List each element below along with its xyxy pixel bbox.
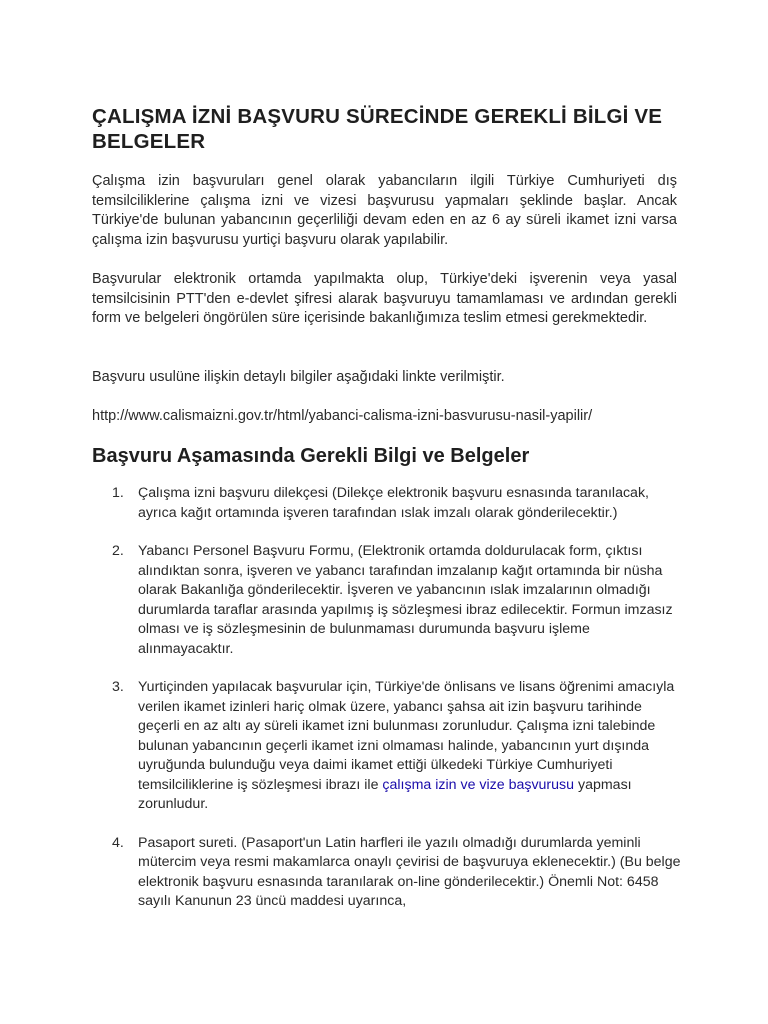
process-paragraph: Başvurular elektronik ortamda yapılmakta olup, Türkiye'deki işverenin veya yasal temsilcisinin PTT'den e-devlet şifresi alarak başvuruyu tamamlaması ve ardından gerekli form ve belgeleri öngörülen süre içerisinde bakanlığımıza teslim etmesi gerekmektedir. — [92, 271, 677, 327]
list-item-number: 1. — [112, 485, 124, 501]
list-item — [92, 678, 682, 815]
list-item-number: 3. — [112, 679, 124, 695]
requirements-list — [92, 484, 682, 931]
list-item-text: Pasaport sureti. (Pasaport'un Latin harfleri ile yazılı olmadığı durumlarda yeminli mütercim veya resmi makamlarca onaylı çevirisi de başvuruya eklenecektir.) (Bu belge elektronik başvuru esnasında taranılarak on-line gönderilecektir.) Önemli Not: 6458 sayılı Kanunun 23 üncü maddesi uyarınca, — [138, 834, 681, 909]
link-intro-paragraph: Başvuru usulüne ilişkin detaylı bilgiler aşağıdaki linkte verilmiştir. — [92, 369, 505, 385]
page-title: ÇALIŞMA İZNİ BAŞVURU SÜRECİNDE GEREKLİ BİLGİ VE BELGELER — [92, 105, 663, 153]
list-item-text: Yabancı Personel Başvuru Formu, (Elektronik ortamda doldurulacak form, çıktısı alındıktan sonra, işveren ve yabancı tarafından imzalanıp kağıt ortamında bir nüsha olarak Bakanlığa gönderilecektir. İşveren ve yabancının ıslak imzalarının olmadığı durumlarda taraflar arasında yapılmış iş sözleşmesi ibraz edilecektir. Formun imzasız olması ve iş sözleşmesinin de bulunmaması durumunda başvuru işleme alınmayacaktır. — [138, 543, 673, 657]
list-item-text: Çalışma izni başvuru dilekçesi (Dilekçe elektronik başvuru esnasında taranılacak, ayrıca kağıt ortamında işveren tarafından ıslak imzalı olarak gönderilecektir.) — [138, 485, 649, 521]
section-heading: Başvuru Aşamasında Gerekli Bilgi ve Belgeler — [92, 445, 530, 467]
work-permit-visa-link[interactable]: çalışma izin ve vize başvurusu — [382, 776, 575, 793]
list-item — [92, 542, 682, 659]
list-item — [92, 834, 682, 912]
list-item-number: 2. — [112, 543, 124, 559]
intro-paragraph: Çalışma izin başvuruları genel olarak yabancıların ilgili Türkiye Cumhuriyeti dış temsilciliklerine çalışma izni ve vizesi başvurusu yapmaları şeklinde başlar. Ancak Türkiye'de bulunan yabancının geçerliliği devam eden en az 6 ay süreli ikamet izni varsa çalışma izin başvurusu yurtiçi başvuru olarak yapılabilir. — [92, 173, 677, 249]
list-item-text: Yurtiçinden yapılacak başvurular için, Türkiye'de önlisans ve lisans öğrenimi amacıyla verilen ikamet izinleri hariç olmak üzere, yabancı şahsa ait izin başvuru tarihinde geçerli en az altı ay süreli ikamet izni bulunması zorunludur. Çalışma izni talebinde bulunan yabancının geçerli ikamet izni olmaması halinde, yabancının yurt dışında uyruğunda bulunduğu veya daimi ikamet ettiği ülkedeki Türkiye Cumhuriyeti temsilciliklerine iş sözleşmesi ibrazı ile — [138, 679, 675, 793]
list-item-text-after: yapması zorunludur. — [138, 776, 632, 812]
list-item-number: 4. — [112, 834, 124, 851]
list-item — [92, 484, 682, 523]
reference-url: http://www.calismaizni.gov.tr/html/yabanci-calisma-izni-basvurusu-nasil-yapilir/ — [92, 408, 593, 424]
